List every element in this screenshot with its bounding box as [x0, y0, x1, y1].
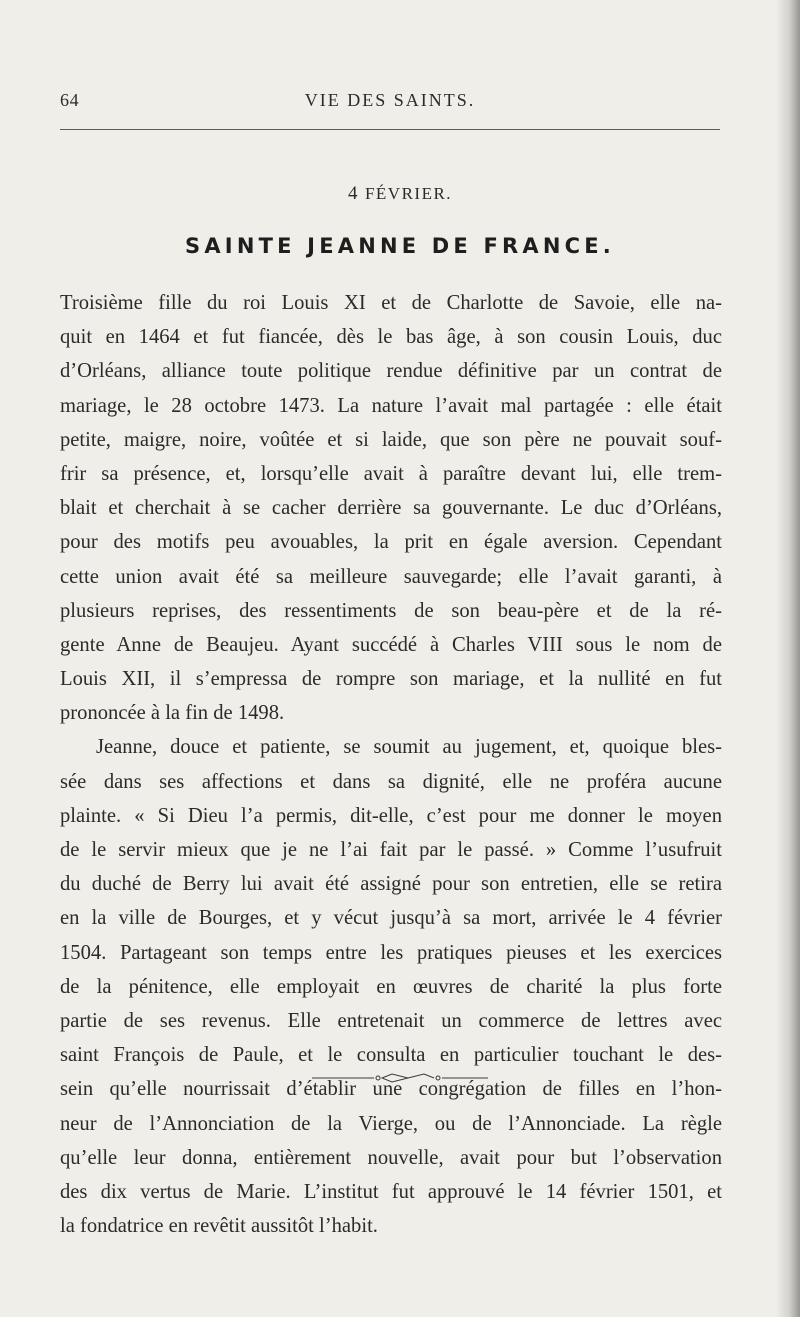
- date-month: FÉVRIER.: [364, 184, 453, 203]
- text-line: sée dans ses affections et dans sa dignité, elle ne proféra aucune: [60, 770, 722, 793]
- text-line: du duché de Berry lui avait été assigné pour son entretien, elle se retira: [60, 873, 722, 896]
- text-line: Jeanne, douce et patiente, se soumit au jugement, et, quoique bles-: [96, 736, 722, 759]
- running-header: [60, 90, 720, 114]
- text-line: de le servir mieux que je ne l’ai fait par le passé. » Comme l’usufruit: [60, 839, 722, 861]
- text-line: gente Anne de Beaujeu. Ayant succédé à Charles VIII sous le nom de: [60, 633, 722, 656]
- text-line: pour des motifs peu avouables, la prit en égale aversion. Cependant: [60, 531, 722, 554]
- text-line: sein qu’elle nourrissait d’établir une congrégation de filles en l’hon-: [60, 1078, 722, 1101]
- text-line: partie de ses revenus. Elle entretenait un commerce de lettres avec: [60, 1009, 722, 1032]
- text-line: mariage, le 28 octobre 1473. La nature l’avait mal partagée : elle était: [60, 394, 722, 417]
- text-line: de la pénitence, elle employait en œuvres de charité la plus forte: [60, 975, 722, 998]
- date-heading: [0, 183, 800, 205]
- text-line: qu’elle leur donna, entièrement nouvelle, avait pour but l’observation: [60, 1146, 722, 1169]
- text-line: Louis XII, il s’empressa de rompre son mariage, et la nullité en fut: [60, 668, 722, 691]
- text-line: frir sa présence, et, lorsqu’elle avait à paraître devant lui, elle trem-: [60, 462, 722, 485]
- text-line: petite, maigre, noire, voûtée et si laide, que son père ne pouvait souf-: [60, 428, 722, 451]
- text-line: cette union avait été sa meilleure sauvegarde; elle l’avait garanti, à: [60, 565, 722, 588]
- running-title: VIE DES SAINTS.: [304, 90, 476, 110]
- text-line: saint François de Paule, et le consulta en particulier touchant le des-: [60, 1044, 722, 1067]
- text-line: d’Orléans, alliance toute politique rendue définitive par un contrat de: [60, 360, 722, 383]
- text-line: des dix vertus de Marie. L’institut fut approuvé le 14 février 1501, et: [60, 1180, 722, 1203]
- text-line: quit en 1464 et fut fiancée, dès le bas âge, à son cousin Louis, duc: [60, 326, 722, 349]
- text-line: plainte. « Si Dieu l’a permis, dit-elle, c’est pour me donner le moyen: [60, 804, 722, 827]
- header-rule: [60, 129, 720, 130]
- date-day: 4: [347, 183, 359, 204]
- body-text: [60, 286, 722, 1243]
- text-line: neur de l’Annonciation de la Vierge, ou de l’Annonciade. La règle: [60, 1112, 722, 1135]
- text-line: prononcée à la fin de 1498.: [60, 702, 285, 725]
- text-line: blait et cherchait à se cacher derrière sa gouvernante. Le duc d’Orléans,: [60, 497, 722, 520]
- tailpiece-ornament-icon: [312, 1071, 488, 1085]
- text-line: Troisième fille du roi Louis XI et de Charlotte de Savoie, elle na-: [60, 292, 722, 314]
- page-number: 64: [60, 90, 80, 110]
- saint-title: SAINTE JEANNE DE FRANCE.: [185, 234, 615, 258]
- text-line: la fondatrice en revêtit aussitôt l’habit.: [60, 1215, 378, 1238]
- text-line: 1504. Partageant son temps entre les pratiques pieuses et les exercices: [60, 941, 722, 964]
- text-line: en la ville de Bourges, et y vécut jusqu’à sa mort, arrivée le 4 février: [60, 907, 722, 930]
- text-line: plusieurs reprises, des ressentiments de son beau-père et de la ré-: [60, 599, 722, 622]
